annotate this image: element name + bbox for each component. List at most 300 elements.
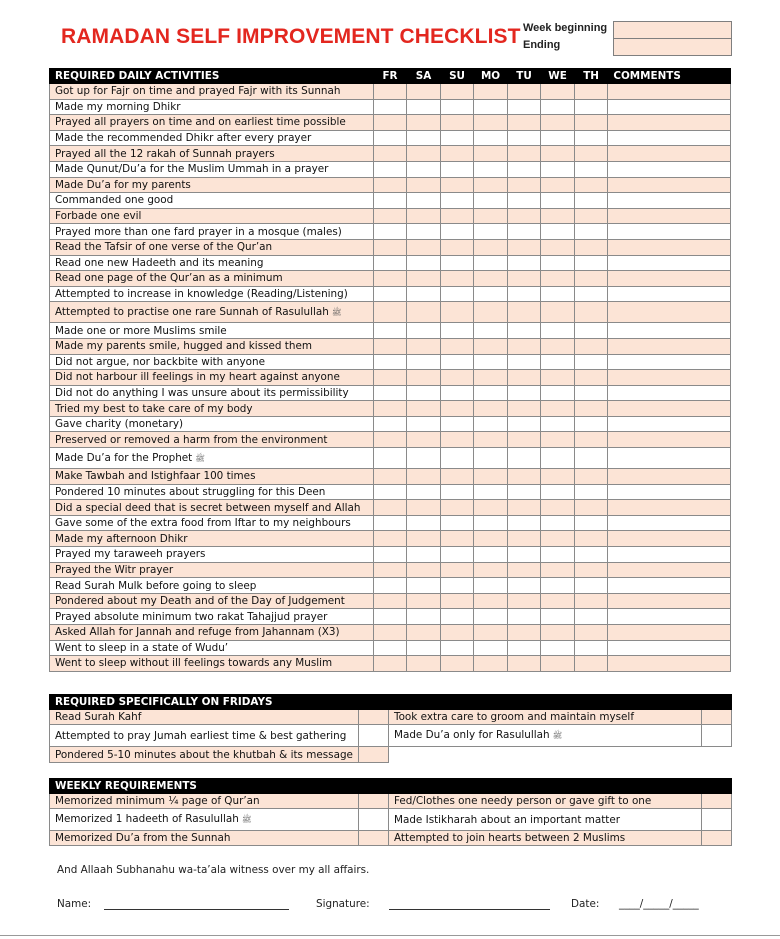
day-check-cell[interactable] <box>440 208 474 224</box>
day-check-cell[interactable] <box>440 84 474 100</box>
day-check-cell[interactable] <box>507 255 541 271</box>
day-check-cell[interactable] <box>440 500 474 516</box>
day-check-cell[interactable] <box>574 208 608 224</box>
comment-cell[interactable] <box>608 448 731 469</box>
day-check-cell[interactable] <box>440 432 474 448</box>
comment-cell[interactable] <box>608 432 731 448</box>
day-check-cell[interactable] <box>407 193 441 209</box>
comment-cell[interactable] <box>608 271 731 287</box>
day-check-cell[interactable] <box>507 323 541 339</box>
day-check-cell[interactable] <box>407 161 441 177</box>
day-check-cell[interactable] <box>541 500 575 516</box>
day-check-cell[interactable] <box>407 416 441 432</box>
day-check-cell[interactable] <box>574 130 608 146</box>
day-check-cell[interactable] <box>474 640 508 656</box>
day-check-cell[interactable] <box>474 224 508 240</box>
day-check-cell[interactable] <box>373 99 407 115</box>
day-check-cell[interactable] <box>541 448 575 469</box>
day-check-cell[interactable] <box>440 146 474 162</box>
day-check-cell[interactable] <box>541 401 575 417</box>
comment-cell[interactable] <box>608 130 731 146</box>
day-check-cell[interactable] <box>474 469 508 485</box>
day-check-cell[interactable] <box>541 286 575 302</box>
day-check-cell[interactable] <box>474 239 508 255</box>
day-check-cell[interactable] <box>373 224 407 240</box>
day-check-cell[interactable] <box>574 562 608 578</box>
day-check-cell[interactable] <box>507 515 541 531</box>
day-check-cell[interactable] <box>474 515 508 531</box>
day-check-cell[interactable] <box>507 500 541 516</box>
comment-cell[interactable] <box>608 469 731 485</box>
day-check-cell[interactable] <box>373 84 407 100</box>
day-check-cell[interactable] <box>507 401 541 417</box>
day-check-cell[interactable] <box>507 370 541 386</box>
day-check-cell[interactable] <box>474 531 508 547</box>
day-check-cell[interactable] <box>574 401 608 417</box>
day-check-cell[interactable] <box>507 130 541 146</box>
day-check-cell[interactable] <box>541 562 575 578</box>
day-check-cell[interactable] <box>541 161 575 177</box>
day-check-cell[interactable] <box>407 656 441 672</box>
check-cell[interactable] <box>702 831 732 846</box>
day-check-cell[interactable] <box>541 593 575 609</box>
day-check-cell[interactable] <box>574 416 608 432</box>
comment-cell[interactable] <box>608 625 731 641</box>
day-check-cell[interactable] <box>507 193 541 209</box>
day-check-cell[interactable] <box>440 338 474 354</box>
comment-cell[interactable] <box>608 239 731 255</box>
day-check-cell[interactable] <box>373 578 407 594</box>
day-check-cell[interactable] <box>574 625 608 641</box>
day-check-cell[interactable] <box>407 370 441 386</box>
day-check-cell[interactable] <box>574 448 608 469</box>
day-check-cell[interactable] <box>440 130 474 146</box>
day-check-cell[interactable] <box>507 286 541 302</box>
day-check-cell[interactable] <box>474 177 508 193</box>
day-check-cell[interactable] <box>574 531 608 547</box>
day-check-cell[interactable] <box>574 593 608 609</box>
day-check-cell[interactable] <box>474 401 508 417</box>
day-check-cell[interactable] <box>474 625 508 641</box>
day-check-cell[interactable] <box>541 354 575 370</box>
day-check-cell[interactable] <box>574 99 608 115</box>
day-check-cell[interactable] <box>507 593 541 609</box>
day-check-cell[interactable] <box>541 640 575 656</box>
day-check-cell[interactable] <box>440 401 474 417</box>
day-check-cell[interactable] <box>440 484 474 500</box>
day-check-cell[interactable] <box>541 416 575 432</box>
day-check-cell[interactable] <box>541 656 575 672</box>
comment-cell[interactable] <box>608 302 731 323</box>
day-check-cell[interactable] <box>407 99 441 115</box>
day-check-cell[interactable] <box>474 161 508 177</box>
day-check-cell[interactable] <box>507 271 541 287</box>
day-check-cell[interactable] <box>507 448 541 469</box>
comment-cell[interactable] <box>608 656 731 672</box>
day-check-cell[interactable] <box>373 432 407 448</box>
comment-cell[interactable] <box>608 99 731 115</box>
day-check-cell[interactable] <box>507 354 541 370</box>
day-check-cell[interactable] <box>407 115 441 131</box>
day-check-cell[interactable] <box>373 547 407 563</box>
comment-cell[interactable] <box>608 385 731 401</box>
day-check-cell[interactable] <box>474 432 508 448</box>
comment-cell[interactable] <box>608 562 731 578</box>
day-check-cell[interactable] <box>507 469 541 485</box>
day-check-cell[interactable] <box>541 323 575 339</box>
day-check-cell[interactable] <box>507 338 541 354</box>
day-check-cell[interactable] <box>541 531 575 547</box>
day-check-cell[interactable] <box>541 338 575 354</box>
day-check-cell[interactable] <box>407 625 441 641</box>
day-check-cell[interactable] <box>574 354 608 370</box>
day-check-cell[interactable] <box>507 609 541 625</box>
day-check-cell[interactable] <box>541 432 575 448</box>
day-check-cell[interactable] <box>507 115 541 131</box>
day-check-cell[interactable] <box>574 484 608 500</box>
day-check-cell[interactable] <box>474 115 508 131</box>
day-check-cell[interactable] <box>474 562 508 578</box>
day-check-cell[interactable] <box>440 609 474 625</box>
day-check-cell[interactable] <box>407 531 441 547</box>
day-check-cell[interactable] <box>541 84 575 100</box>
day-check-cell[interactable] <box>440 115 474 131</box>
day-check-cell[interactable] <box>440 354 474 370</box>
day-check-cell[interactable] <box>440 515 474 531</box>
day-check-cell[interactable] <box>541 146 575 162</box>
day-check-cell[interactable] <box>474 130 508 146</box>
day-check-cell[interactable] <box>507 239 541 255</box>
day-check-cell[interactable] <box>541 115 575 131</box>
week-beginning-field[interactable] <box>613 21 732 39</box>
week-ending-field[interactable] <box>613 38 732 56</box>
day-check-cell[interactable] <box>407 208 441 224</box>
day-check-cell[interactable] <box>373 469 407 485</box>
day-check-cell[interactable] <box>373 625 407 641</box>
day-check-cell[interactable] <box>507 484 541 500</box>
day-check-cell[interactable] <box>440 578 474 594</box>
day-check-cell[interactable] <box>541 609 575 625</box>
day-check-cell[interactable] <box>373 239 407 255</box>
day-check-cell[interactable] <box>373 354 407 370</box>
day-check-cell[interactable] <box>440 448 474 469</box>
day-check-cell[interactable] <box>574 161 608 177</box>
day-check-cell[interactable] <box>407 271 441 287</box>
day-check-cell[interactable] <box>407 469 441 485</box>
comment-cell[interactable] <box>608 224 731 240</box>
day-check-cell[interactable] <box>574 547 608 563</box>
day-check-cell[interactable] <box>373 146 407 162</box>
day-check-cell[interactable] <box>407 255 441 271</box>
day-check-cell[interactable] <box>541 547 575 563</box>
day-check-cell[interactable] <box>407 177 441 193</box>
day-check-cell[interactable] <box>507 99 541 115</box>
day-check-cell[interactable] <box>541 224 575 240</box>
day-check-cell[interactable] <box>574 84 608 100</box>
day-check-cell[interactable] <box>541 578 575 594</box>
day-check-cell[interactable] <box>407 484 441 500</box>
day-check-cell[interactable] <box>474 323 508 339</box>
day-check-cell[interactable] <box>407 593 441 609</box>
day-check-cell[interactable] <box>407 130 441 146</box>
comment-cell[interactable] <box>608 323 731 339</box>
day-check-cell[interactable] <box>474 448 508 469</box>
day-check-cell[interactable] <box>407 286 441 302</box>
day-check-cell[interactable] <box>474 193 508 209</box>
day-check-cell[interactable] <box>474 593 508 609</box>
day-check-cell[interactable] <box>474 302 508 323</box>
check-cell[interactable] <box>359 710 389 725</box>
day-check-cell[interactable] <box>507 146 541 162</box>
day-check-cell[interactable] <box>407 562 441 578</box>
day-check-cell[interactable] <box>507 547 541 563</box>
day-check-cell[interactable] <box>541 99 575 115</box>
day-check-cell[interactable] <box>407 354 441 370</box>
day-check-cell[interactable] <box>373 193 407 209</box>
day-check-cell[interactable] <box>474 255 508 271</box>
day-check-cell[interactable] <box>474 547 508 563</box>
day-check-cell[interactable] <box>440 193 474 209</box>
comment-cell[interactable] <box>608 416 731 432</box>
day-check-cell[interactable] <box>373 115 407 131</box>
day-check-cell[interactable] <box>474 146 508 162</box>
check-cell[interactable] <box>359 747 389 763</box>
day-check-cell[interactable] <box>474 385 508 401</box>
day-check-cell[interactable] <box>440 547 474 563</box>
day-check-cell[interactable] <box>574 578 608 594</box>
day-check-cell[interactable] <box>407 323 441 339</box>
comment-cell[interactable] <box>608 115 731 131</box>
day-check-cell[interactable] <box>373 208 407 224</box>
day-check-cell[interactable] <box>574 323 608 339</box>
day-check-cell[interactable] <box>373 177 407 193</box>
day-check-cell[interactable] <box>507 161 541 177</box>
day-check-cell[interactable] <box>440 593 474 609</box>
comment-cell[interactable] <box>608 161 731 177</box>
day-check-cell[interactable] <box>440 640 474 656</box>
day-check-cell[interactable] <box>574 469 608 485</box>
day-check-cell[interactable] <box>574 146 608 162</box>
day-check-cell[interactable] <box>440 302 474 323</box>
day-check-cell[interactable] <box>574 432 608 448</box>
day-check-cell[interactable] <box>407 515 441 531</box>
day-check-cell[interactable] <box>507 562 541 578</box>
day-check-cell[interactable] <box>574 224 608 240</box>
day-check-cell[interactable] <box>541 255 575 271</box>
check-cell[interactable] <box>359 725 389 747</box>
check-cell[interactable] <box>359 831 389 846</box>
day-check-cell[interactable] <box>474 286 508 302</box>
day-check-cell[interactable] <box>440 416 474 432</box>
day-check-cell[interactable] <box>474 656 508 672</box>
check-cell[interactable] <box>359 809 389 831</box>
day-check-cell[interactable] <box>407 146 441 162</box>
day-check-cell[interactable] <box>574 255 608 271</box>
day-check-cell[interactable] <box>541 208 575 224</box>
day-check-cell[interactable] <box>541 370 575 386</box>
day-check-cell[interactable] <box>474 609 508 625</box>
day-check-cell[interactable] <box>373 593 407 609</box>
comment-cell[interactable] <box>608 354 731 370</box>
day-check-cell[interactable] <box>407 500 441 516</box>
day-check-cell[interactable] <box>474 99 508 115</box>
comment-cell[interactable] <box>608 84 731 100</box>
day-check-cell[interactable] <box>541 302 575 323</box>
day-check-cell[interactable] <box>507 531 541 547</box>
comment-cell[interactable] <box>608 593 731 609</box>
day-check-cell[interactable] <box>407 385 441 401</box>
signature-field[interactable] <box>389 909 550 910</box>
day-check-cell[interactable] <box>373 656 407 672</box>
day-check-cell[interactable] <box>440 385 474 401</box>
check-cell[interactable] <box>702 794 732 809</box>
day-check-cell[interactable] <box>440 370 474 386</box>
day-check-cell[interactable] <box>440 323 474 339</box>
check-cell[interactable] <box>359 794 389 809</box>
day-check-cell[interactable] <box>440 161 474 177</box>
date-field[interactable]: ____/_____/_____ <box>619 898 699 910</box>
check-cell[interactable] <box>702 710 732 725</box>
day-check-cell[interactable] <box>474 500 508 516</box>
comment-cell[interactable] <box>608 578 731 594</box>
day-check-cell[interactable] <box>373 531 407 547</box>
day-check-cell[interactable] <box>574 115 608 131</box>
day-check-cell[interactable] <box>574 239 608 255</box>
day-check-cell[interactable] <box>574 656 608 672</box>
day-check-cell[interactable] <box>507 416 541 432</box>
day-check-cell[interactable] <box>541 193 575 209</box>
comment-cell[interactable] <box>608 500 731 516</box>
day-check-cell[interactable] <box>574 193 608 209</box>
comment-cell[interactable] <box>608 193 731 209</box>
comment-cell[interactable] <box>608 640 731 656</box>
day-check-cell[interactable] <box>373 302 407 323</box>
day-check-cell[interactable] <box>541 484 575 500</box>
day-check-cell[interactable] <box>373 515 407 531</box>
day-check-cell[interactable] <box>373 338 407 354</box>
day-check-cell[interactable] <box>574 500 608 516</box>
day-check-cell[interactable] <box>373 385 407 401</box>
day-check-cell[interactable] <box>507 432 541 448</box>
comment-cell[interactable] <box>608 531 731 547</box>
comment-cell[interactable] <box>608 515 731 531</box>
day-check-cell[interactable] <box>440 286 474 302</box>
day-check-cell[interactable] <box>373 448 407 469</box>
day-check-cell[interactable] <box>440 656 474 672</box>
day-check-cell[interactable] <box>373 370 407 386</box>
day-check-cell[interactable] <box>474 208 508 224</box>
day-check-cell[interactable] <box>373 401 407 417</box>
day-check-cell[interactable] <box>541 515 575 531</box>
day-check-cell[interactable] <box>373 323 407 339</box>
day-check-cell[interactable] <box>373 130 407 146</box>
day-check-cell[interactable] <box>407 401 441 417</box>
day-check-cell[interactable] <box>373 500 407 516</box>
day-check-cell[interactable] <box>541 469 575 485</box>
day-check-cell[interactable] <box>474 354 508 370</box>
day-check-cell[interactable] <box>440 562 474 578</box>
day-check-cell[interactable] <box>507 302 541 323</box>
day-check-cell[interactable] <box>574 338 608 354</box>
day-check-cell[interactable] <box>440 625 474 641</box>
day-check-cell[interactable] <box>474 271 508 287</box>
comment-cell[interactable] <box>608 370 731 386</box>
day-check-cell[interactable] <box>507 84 541 100</box>
day-check-cell[interactable] <box>574 640 608 656</box>
name-field[interactable] <box>104 909 289 910</box>
day-check-cell[interactable] <box>507 625 541 641</box>
day-check-cell[interactable] <box>373 286 407 302</box>
day-check-cell[interactable] <box>541 625 575 641</box>
day-check-cell[interactable] <box>407 448 441 469</box>
day-check-cell[interactable] <box>574 515 608 531</box>
check-cell[interactable] <box>702 725 732 747</box>
comment-cell[interactable] <box>608 286 731 302</box>
day-check-cell[interactable] <box>474 84 508 100</box>
day-check-cell[interactable] <box>407 302 441 323</box>
day-check-cell[interactable] <box>373 484 407 500</box>
day-check-cell[interactable] <box>440 271 474 287</box>
day-check-cell[interactable] <box>541 385 575 401</box>
comment-cell[interactable] <box>608 484 731 500</box>
day-check-cell[interactable] <box>373 609 407 625</box>
comment-cell[interactable] <box>608 609 731 625</box>
day-check-cell[interactable] <box>574 286 608 302</box>
day-check-cell[interactable] <box>407 547 441 563</box>
day-check-cell[interactable] <box>407 578 441 594</box>
comment-cell[interactable] <box>608 401 731 417</box>
day-check-cell[interactable] <box>407 640 441 656</box>
day-check-cell[interactable] <box>541 239 575 255</box>
day-check-cell[interactable] <box>474 416 508 432</box>
comment-cell[interactable] <box>608 146 731 162</box>
day-check-cell[interactable] <box>407 338 441 354</box>
comment-cell[interactable] <box>608 547 731 563</box>
day-check-cell[interactable] <box>507 208 541 224</box>
day-check-cell[interactable] <box>373 640 407 656</box>
day-check-cell[interactable] <box>440 469 474 485</box>
comment-cell[interactable] <box>608 255 731 271</box>
day-check-cell[interactable] <box>507 385 541 401</box>
day-check-cell[interactable] <box>574 370 608 386</box>
day-check-cell[interactable] <box>440 239 474 255</box>
day-check-cell[interactable] <box>440 177 474 193</box>
day-check-cell[interactable] <box>407 432 441 448</box>
day-check-cell[interactable] <box>373 255 407 271</box>
day-check-cell[interactable] <box>507 578 541 594</box>
day-check-cell[interactable] <box>440 255 474 271</box>
day-check-cell[interactable] <box>507 224 541 240</box>
day-check-cell[interactable] <box>407 609 441 625</box>
day-check-cell[interactable] <box>474 370 508 386</box>
day-check-cell[interactable] <box>541 271 575 287</box>
day-check-cell[interactable] <box>507 656 541 672</box>
comment-cell[interactable] <box>608 177 731 193</box>
day-check-cell[interactable] <box>407 239 441 255</box>
day-check-cell[interactable] <box>541 130 575 146</box>
day-check-cell[interactable] <box>541 177 575 193</box>
day-check-cell[interactable] <box>574 302 608 323</box>
day-check-cell[interactable] <box>474 338 508 354</box>
day-check-cell[interactable] <box>574 271 608 287</box>
day-check-cell[interactable] <box>474 484 508 500</box>
day-check-cell[interactable] <box>373 562 407 578</box>
day-check-cell[interactable] <box>474 578 508 594</box>
check-cell[interactable] <box>702 809 732 831</box>
day-check-cell[interactable] <box>440 531 474 547</box>
day-check-cell[interactable] <box>507 640 541 656</box>
day-check-cell[interactable] <box>373 271 407 287</box>
